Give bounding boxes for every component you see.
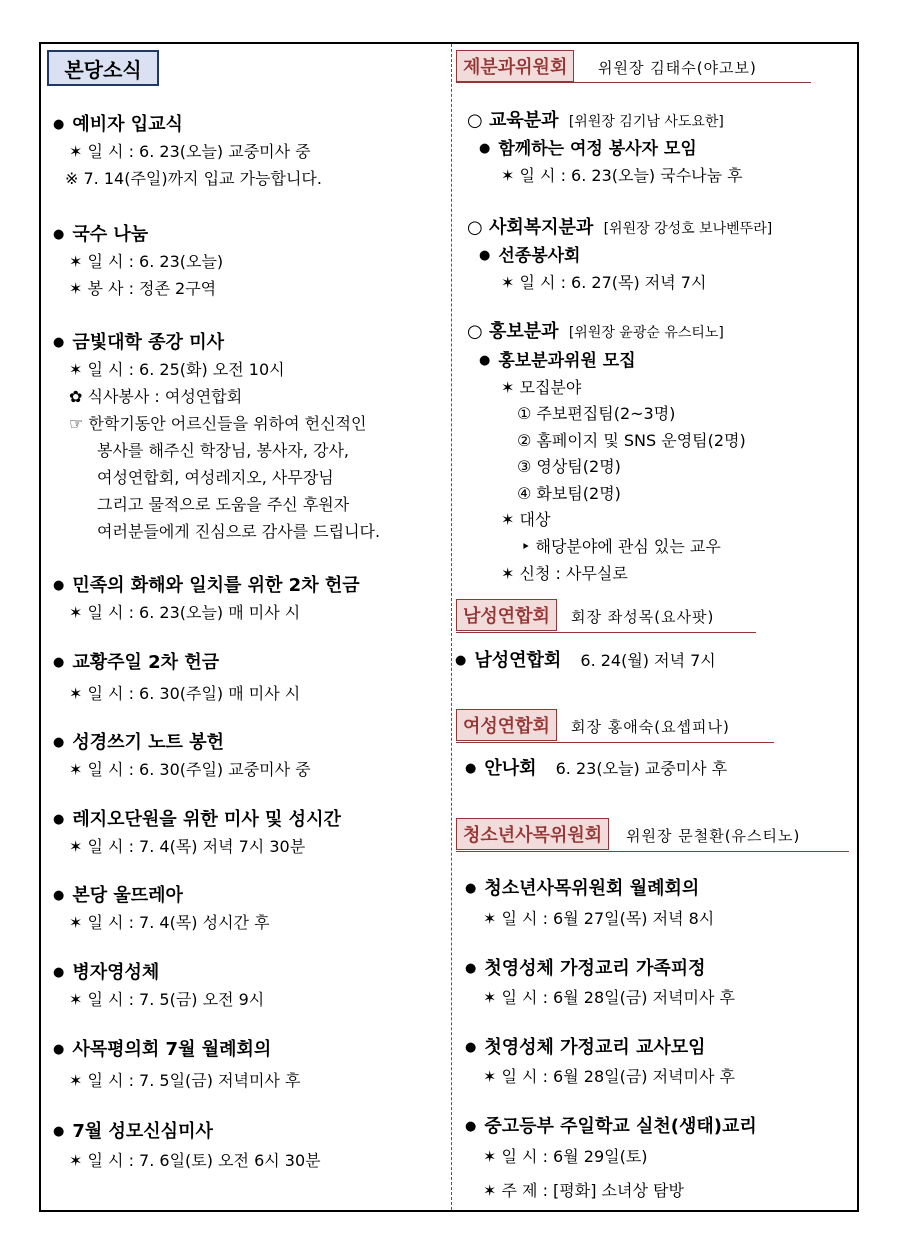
association-chair: 회장 홍애숙(요셉피나) <box>571 718 730 736</box>
youth-committee-label: 청소년사목위원회 <box>456 818 609 850</box>
youth-item-head: ● 첫영성체 가정교리 교사모임 <box>465 1033 706 1059</box>
sub-item-line: ‣ 해당분야에 관심 있는 교우 <box>521 537 721 556</box>
item-line: ✶ 일 시 : 7. 4(목) 성시간 후 <box>69 913 270 932</box>
item-head: ● 병자영성체 <box>53 958 159 984</box>
sub-item-line: ✶ 신청 : 사무실로 <box>501 564 628 583</box>
item-head: ● 예비자 입교식 <box>53 110 183 136</box>
youth-item-line: ✶ 일 시 : 6월 27일(목) 저녁 8시 <box>483 909 715 928</box>
committee-label: 제분과위원회 <box>456 50 574 82</box>
item-head: ● 금빛대학 종강 미사 <box>53 328 224 354</box>
item-line: ✶ 일 시 : 6. 25(화) 오전 10시 <box>69 360 285 379</box>
item-head: ● 성경쓰기 노트 봉헌 <box>53 728 224 754</box>
section-underline <box>456 632 756 633</box>
item-line: ✶ 일 시 : 7. 4(목) 저녁 7시 30분 <box>69 837 306 856</box>
committee-chair: 위원장 김태수(야고보) <box>598 59 757 77</box>
item-head: ● 7월 성모신심미사 <box>53 1117 213 1143</box>
youth-item-line: ✶ 일 시 : 6월 28일(금) 저녁미사 후 <box>483 988 735 1007</box>
mens-meeting: ● 남성연합회 6. 24(월) 저녁 7시 <box>455 646 716 672</box>
circle-icon: ○ <box>467 217 489 238</box>
item-line: 봉사를 해주신 학장님, 봉사자, 강사, <box>97 441 349 460</box>
bulletin-frame <box>39 42 859 1212</box>
item-line: ✶ 봉 사 : 정존 2구역 <box>69 279 217 298</box>
subcommittee-education: ○ 교육분과 [위원장 김기남 사도요한] <box>467 110 724 131</box>
item-line: ☞ 한학기동안 어르신들을 위하여 헌신적인 <box>69 414 367 433</box>
field-item: ③ 영상팀(2명) <box>517 457 621 476</box>
section-underline <box>456 82 811 83</box>
item-line: 그리고 물적으로 도움을 주신 후원자 <box>97 495 350 514</box>
section-underline <box>456 851 849 852</box>
youth-item-head: ● 첫영성체 가정교리 가족피정 <box>465 954 706 980</box>
item-head: ● 본당 울뜨레아 <box>53 881 183 907</box>
youth-item-head: ● 청소년사목위원회 월례회의 <box>465 874 699 900</box>
item-line: ✶ 일 시 : 7. 6일(토) 오전 6시 30분 <box>69 1151 321 1170</box>
column-divider <box>451 44 452 1210</box>
association-label: 여성연합회 <box>456 709 557 741</box>
item-head: ● 사목평의회 7월 월례회의 <box>53 1035 271 1061</box>
association-label: 남성연합회 <box>456 599 557 631</box>
item-line: ✶ 일 시 : 6. 30(주일) 교중미사 중 <box>69 760 311 779</box>
field-item: ② 홈페이지 및 SNS 운영팀(2명) <box>517 431 746 450</box>
womens-meeting: ● 안나회 6. 23(오늘) 교중미사 후 <box>465 754 727 780</box>
subcommittee-pr: ○ 홍보분과 [위원장 윤광순 유스티노] <box>467 321 724 342</box>
item-head: ● 국수 나눔 <box>53 220 148 246</box>
item-head: ● 레지오단원을 위한 미사 및 성시간 <box>53 805 341 831</box>
item-line: ✿ 식사봉사 : 여성연합회 <box>69 387 243 406</box>
association-chair: 회장 좌성목(요사팟) <box>571 608 715 626</box>
sub-item-head: ● 홍보분과위원 모집 <box>479 346 636 371</box>
youth-committee-chair: 위원장 문철환(유스티노) <box>626 827 801 845</box>
sub-item-line: ✶ 대상 <box>501 510 551 529</box>
circle-icon: ○ <box>467 321 489 342</box>
youth-item-line: ✶ 주 제 : [평화] 소녀상 탐방 <box>483 1181 684 1200</box>
youth-item-head: ● 중고등부 주일학교 실천(생태)교리 <box>465 1112 757 1138</box>
item-line: ※ 7. 14(주일)까지 입교 가능합니다. <box>65 169 322 188</box>
item-line: ✶ 일 시 : 6. 23(오늘) 매 미사 시 <box>69 603 301 622</box>
field-item: ① 주보편집팀(2~3명) <box>517 404 676 423</box>
item-line: ✶ 일 시 : 6. 23(오늘) 교중미사 중 <box>69 142 311 161</box>
item-line: ✶ 일 시 : 6. 23(오늘) <box>69 252 224 271</box>
item-line: 여러분들에게 진심으로 감사를 드립니다. <box>97 522 381 541</box>
sub-item-head: ● 함께하는 여정 봉사자 모임 <box>479 134 697 159</box>
circle-icon: ○ <box>467 110 489 131</box>
youth-item-line: ✶ 일 시 : 6월 29일(토) <box>483 1147 648 1166</box>
sub-item-head: ● 선종봉사회 <box>479 241 580 266</box>
item-line: 여성연합회, 여성레지오, 사무장님 <box>97 468 334 487</box>
item-line: ✶ 일 시 : 6. 30(주일) 매 미사 시 <box>69 684 301 703</box>
item-line: ✶ 일 시 : 7. 5일(금) 저녁미사 후 <box>69 1071 301 1090</box>
parish-news-title: 본당소식 <box>47 50 159 86</box>
sub-item-line: ✶ 모집분야 <box>501 378 582 397</box>
section-underline <box>456 742 774 743</box>
sub-item-line: ✶ 일 시 : 6. 23(오늘) 국수나눔 후 <box>501 166 743 185</box>
item-line: ✶ 일 시 : 7. 5(금) 오전 9시 <box>69 990 265 1009</box>
item-head: ● 교황주일 2차 헌금 <box>53 648 219 674</box>
subcommittee-welfare: ○ 사회복지분과 [위원장 강성호 보나벤뚜라] <box>467 217 773 238</box>
item-head: ● 민족의 화해와 일치를 위한 2차 헌금 <box>53 571 360 597</box>
youth-item-line: ✶ 일 시 : 6월 28일(금) 저녁미사 후 <box>483 1067 735 1086</box>
field-item: ④ 화보팀(2명) <box>517 484 621 503</box>
sub-item-line: ✶ 일 시 : 6. 27(목) 저녁 7시 <box>501 273 707 292</box>
